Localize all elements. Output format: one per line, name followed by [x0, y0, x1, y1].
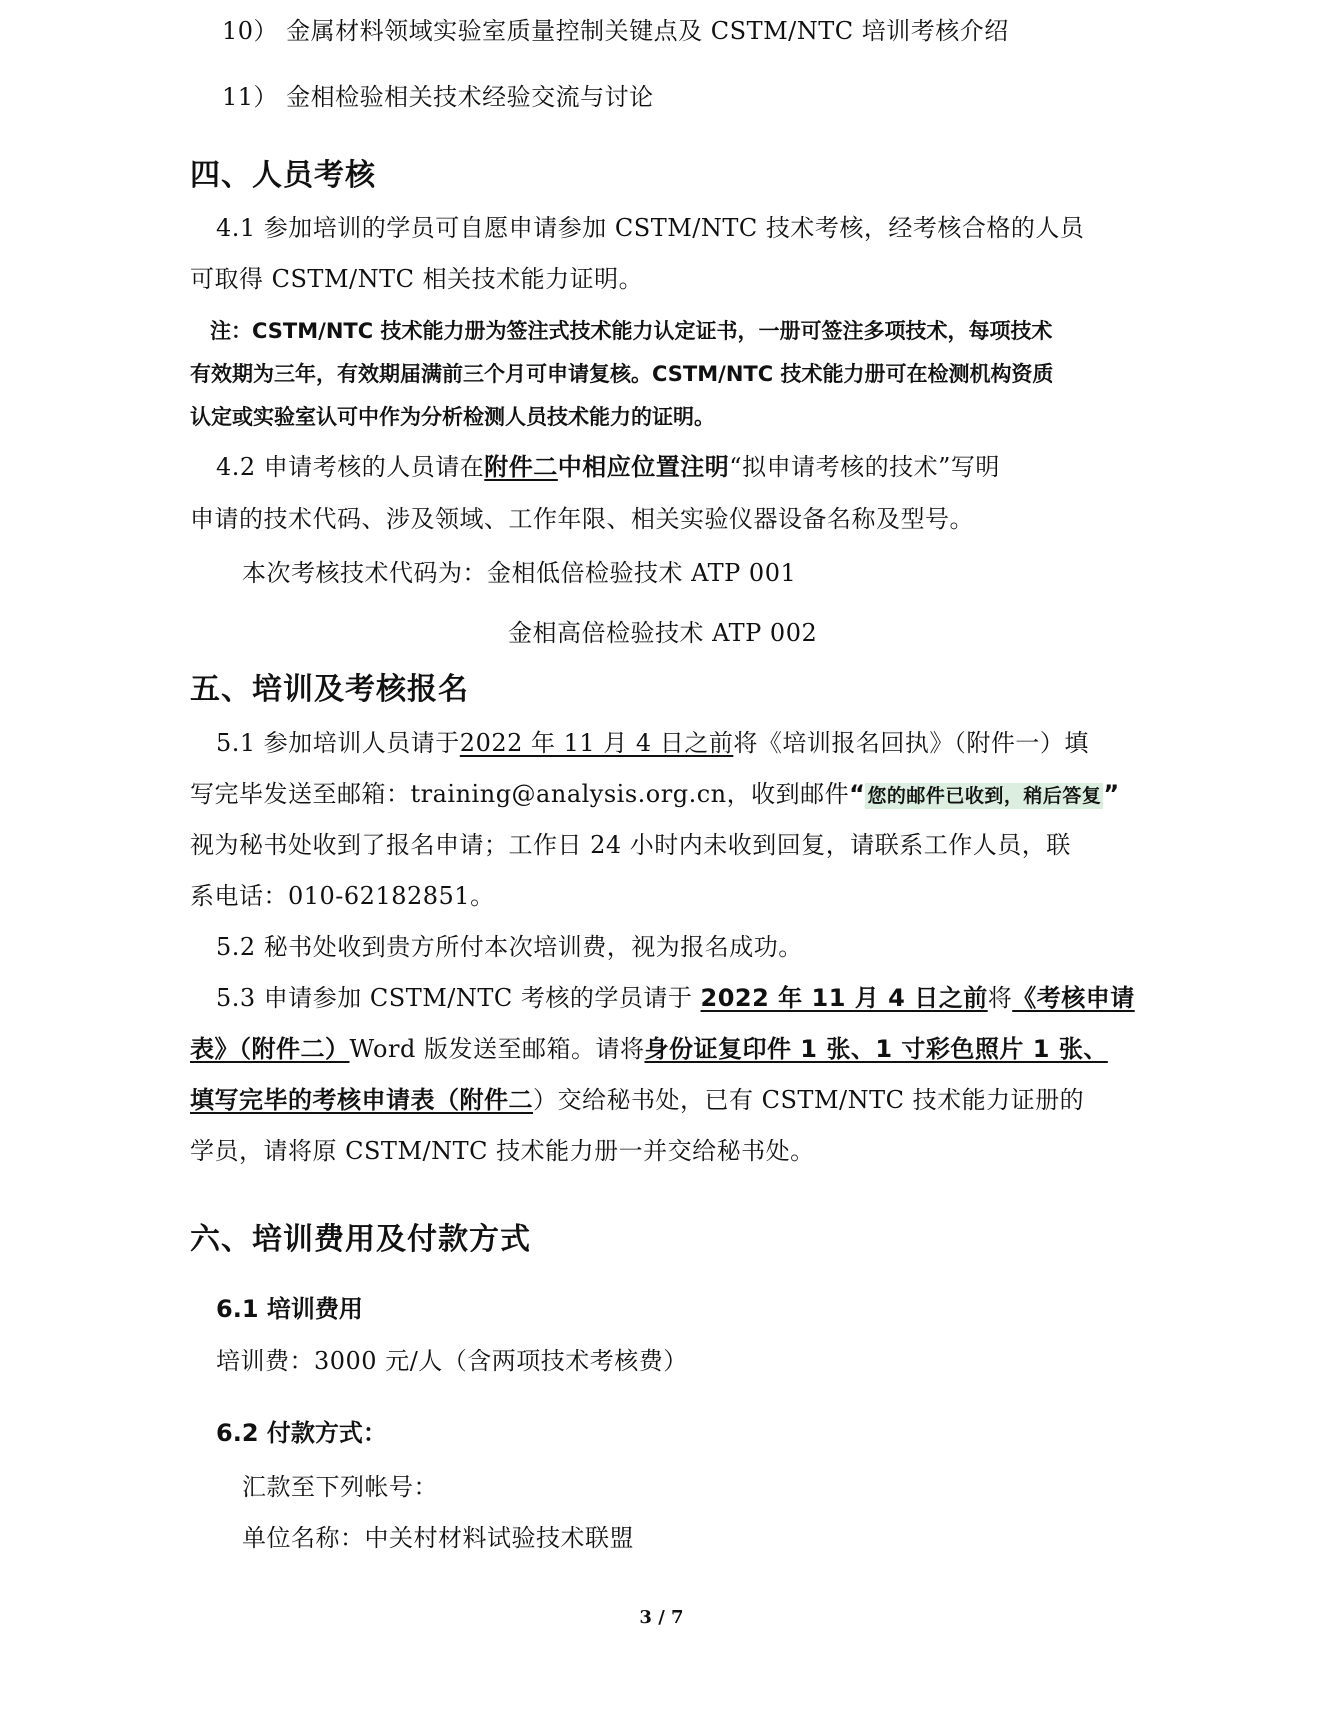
p51-email-text: 写完毕发送至邮箱：training@analysis.org.cn，收到邮件	[190, 780, 850, 808]
p53-form-ref-cont: 表》（附件二）	[190, 1035, 350, 1063]
note-line2: 有效期为三年，有效期届满前三个月可申请复核。CSTM/NTC 技术能力册可在检测机构资质	[190, 362, 1054, 386]
quote-open: “	[849, 780, 866, 808]
note-line1: 注：CSTM/NTC 技术能力册为签注式技术能力认定证书，一册可签注多项技术，每项技术	[210, 319, 1053, 343]
p42-prefix: 4.2 申请考核的人员请在	[216, 453, 485, 481]
remit-instruction: 汇款至下列帐号：	[242, 1473, 438, 1501]
paragraph-5-3-line3	[190, 1083, 1084, 1117]
p51-prefix: 5.1 参加培训人员请于	[216, 729, 460, 757]
paragraph-4-2-line1	[216, 450, 1000, 484]
quote-close: ”	[1103, 780, 1120, 808]
paragraph-4-1-line2: 可取得 CSTM/NTC 相关技术能力证明。	[190, 265, 644, 293]
list-item-10: 10） 金属材料领域实验室质量控制关键点及 CSTM/NTC 培训考核介绍	[222, 17, 1009, 45]
p53-line3-suffix: ）交给秘书处，已有 CSTM/NTC 技术能力证册的	[533, 1086, 1085, 1114]
p53-docs: 身份证复印件 1 张、1 寸彩色照片 1 张、	[644, 1035, 1108, 1063]
p51-deadline: 2022 年 11 月 4 日之前	[459, 729, 734, 757]
p53-deadline: 2022 年 11 月 4 日之前	[700, 984, 988, 1012]
section-4-heading: 四、人员考核	[190, 158, 376, 193]
p42-bold: 中相应位置注明	[557, 453, 730, 481]
p51-suffix: 将《培训报名回执》（附件一）填	[733, 729, 1089, 757]
section-6-heading: 六、培训费用及付款方式	[190, 1222, 531, 1257]
p53-line2-mid: Word 版发送至邮箱。请将	[349, 1035, 645, 1063]
tech-codes-line1: 本次考核技术代码为：金相低倍检验技术 ATP 001	[242, 559, 797, 587]
p53-mid: 将	[987, 984, 1013, 1012]
paragraph-5-1-line2	[190, 777, 1120, 813]
paragraph-5-1-line3: 视为秘书处收到了报名申请；工作日 24 小时内未收到回复，请联系工作人员，联	[190, 831, 1071, 859]
paragraph-5-3-line1	[216, 981, 1135, 1015]
p53-form-ref: 《考核申请	[1012, 984, 1135, 1012]
paragraph-4-1-line1: 4.1 参加培训的学员可自愿申请参加 CSTM/NTC 技术考核，经考核合格的人员	[216, 214, 1085, 242]
paragraph-5-1-line1	[216, 726, 1089, 760]
paragraph-5-3-line2	[190, 1032, 1108, 1066]
highlighted-reply: 您的邮件已收到，稍后答复	[867, 785, 1102, 807]
paragraph-4-2-line2: 申请的技术代码、涉及领域、工作年限、相关实验仪器设备名称及型号。	[190, 505, 974, 533]
paragraph-5-2: 5.2 秘书处收到贵方所付本次培训费，视为报名成功。	[216, 933, 803, 961]
p53-prefix: 5.3 申请参加 CSTM/NTC 考核的学员请于	[216, 984, 701, 1012]
attachment-2-ref: 附件二	[484, 453, 558, 481]
p53-docs-cont: 填写完毕的考核申请表（附件二	[190, 1086, 533, 1114]
section-5-heading: 五、培训及考核报名	[190, 672, 469, 707]
tech-codes-line2: 金相高倍检验技术 ATP 002	[508, 619, 818, 647]
list-item-11: 11） 金相检验相关技术经验交流与讨论	[222, 83, 654, 111]
subsection-6-1: 6.1 培训费用	[216, 1295, 363, 1323]
paragraph-5-3-line4: 学员，请将原 CSTM/NTC 技术能力册一并交给秘书处。	[190, 1137, 815, 1165]
subsection-6-2: 6.2 付款方式：	[216, 1419, 387, 1447]
paragraph-5-1-line4: 系电话：010-62182851。	[190, 882, 495, 910]
note-line3: 认定或实验室认可中作为分析检测人员技术能力的证明。	[190, 405, 715, 429]
unit-name: 单位名称：中关村材料试验技术联盟	[242, 1524, 634, 1552]
p42-suffix: “拟申请考核的技术”写明	[729, 453, 1000, 481]
page-number: 3 / 7	[639, 1607, 684, 1628]
training-fee: 培训费：3000 元/人（含两项技术考核费）	[216, 1347, 688, 1375]
